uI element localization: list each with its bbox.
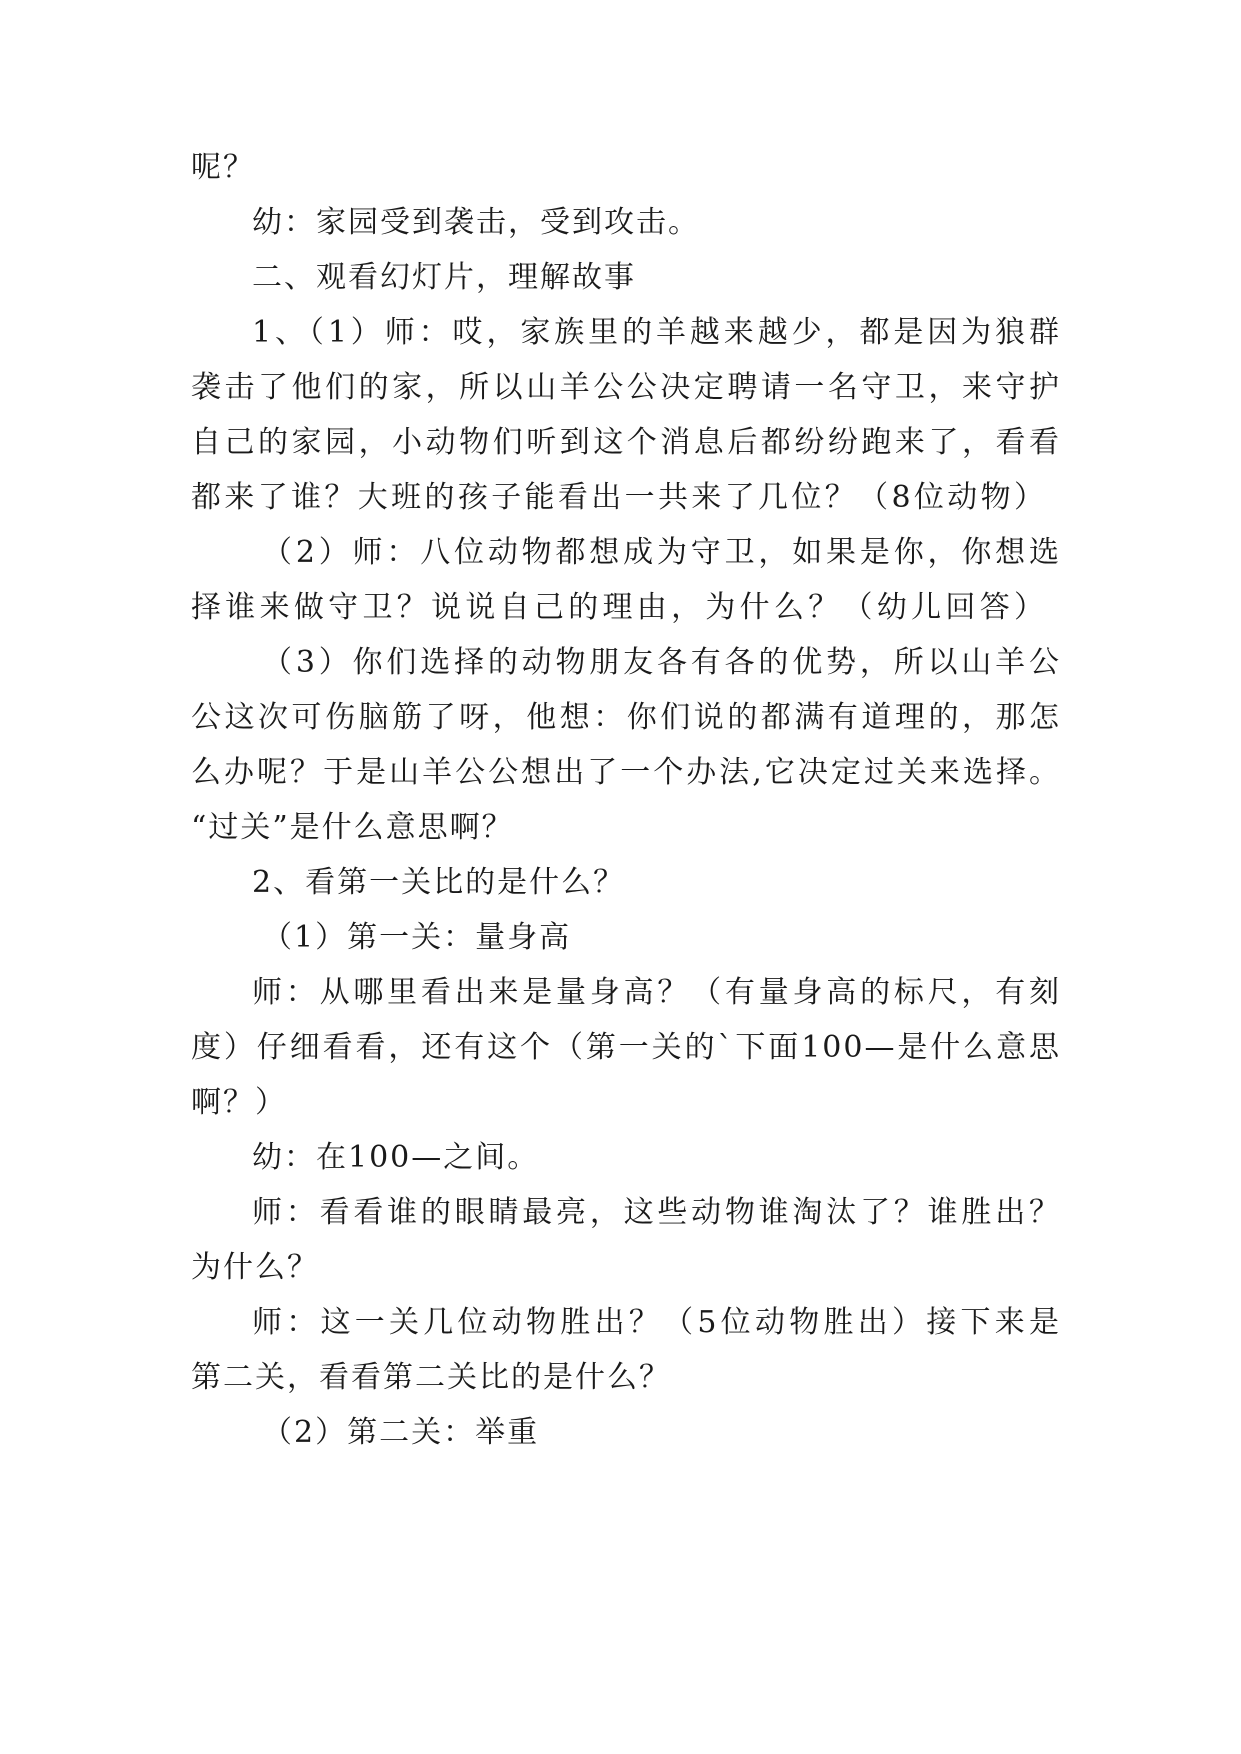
text-line: 择谁来做守卫？说说自己的理由，为什么？（幼儿回答）: [191, 590, 1046, 625]
text-line: 1、（1）师：哎，家族里的羊越来越少，都是因为狼群: [252, 315, 1061, 350]
text-line: 公这次可伤脑筋了呀，他想：你们说的都满有道理的，那怎: [191, 700, 1061, 735]
text-line: 自己的家园，小动物们听到这个消息后都纷纷跑来了，看看: [191, 425, 1061, 460]
text-line: 第二关，看看第二关比的是什么？: [191, 1360, 671, 1395]
text-line: 二、观看幻灯片，理解故事: [252, 260, 636, 295]
text-line: 度）仔细看看，还有这个（第一关的`下面100—是什么意思: [191, 1030, 1061, 1065]
text-line: 师：从哪里看出来是量身高？（有量身高的标尺，有刻: [252, 975, 1061, 1010]
text-line: 为什么？: [191, 1250, 319, 1285]
text-line: “过关”是什么意思啊？: [191, 810, 514, 845]
text-line: 师：这一关几位动物胜出？（5位动物胜出）接下来是: [252, 1305, 1061, 1340]
text-line: 都来了谁？大班的孩子能看出一共来了几位？（8位动物）: [191, 480, 1046, 515]
text-line: 师：看看谁的眼睛最亮，这些动物谁淘汰了？谁胜出？: [252, 1195, 1061, 1230]
text-line: 呢？: [191, 150, 255, 185]
text-line: （1）第一关：量身高: [262, 920, 572, 955]
text-line: 么办呢？于是山羊公公想出了一个办法,它决定过关来选择。: [191, 755, 1061, 790]
text-line: （2）第二关：举重: [262, 1415, 540, 1450]
text-line: （2）师：八位动物都想成为守卫，如果是你，你想选: [262, 535, 1061, 570]
text-line: 幼：家园受到袭击，受到攻击。: [252, 205, 700, 240]
text-line: 2、看第一关比的是什么？: [252, 865, 626, 900]
text-line: 幼：在100—之间。: [252, 1140, 540, 1175]
text-line: （3）你们选择的动物朋友各有各的优势，所以山羊公: [262, 645, 1061, 680]
text-line: 袭击了他们的家，所以山羊公公决定聘请一名守卫，来守护: [191, 370, 1061, 405]
text-line: 啊？）: [191, 1085, 287, 1120]
